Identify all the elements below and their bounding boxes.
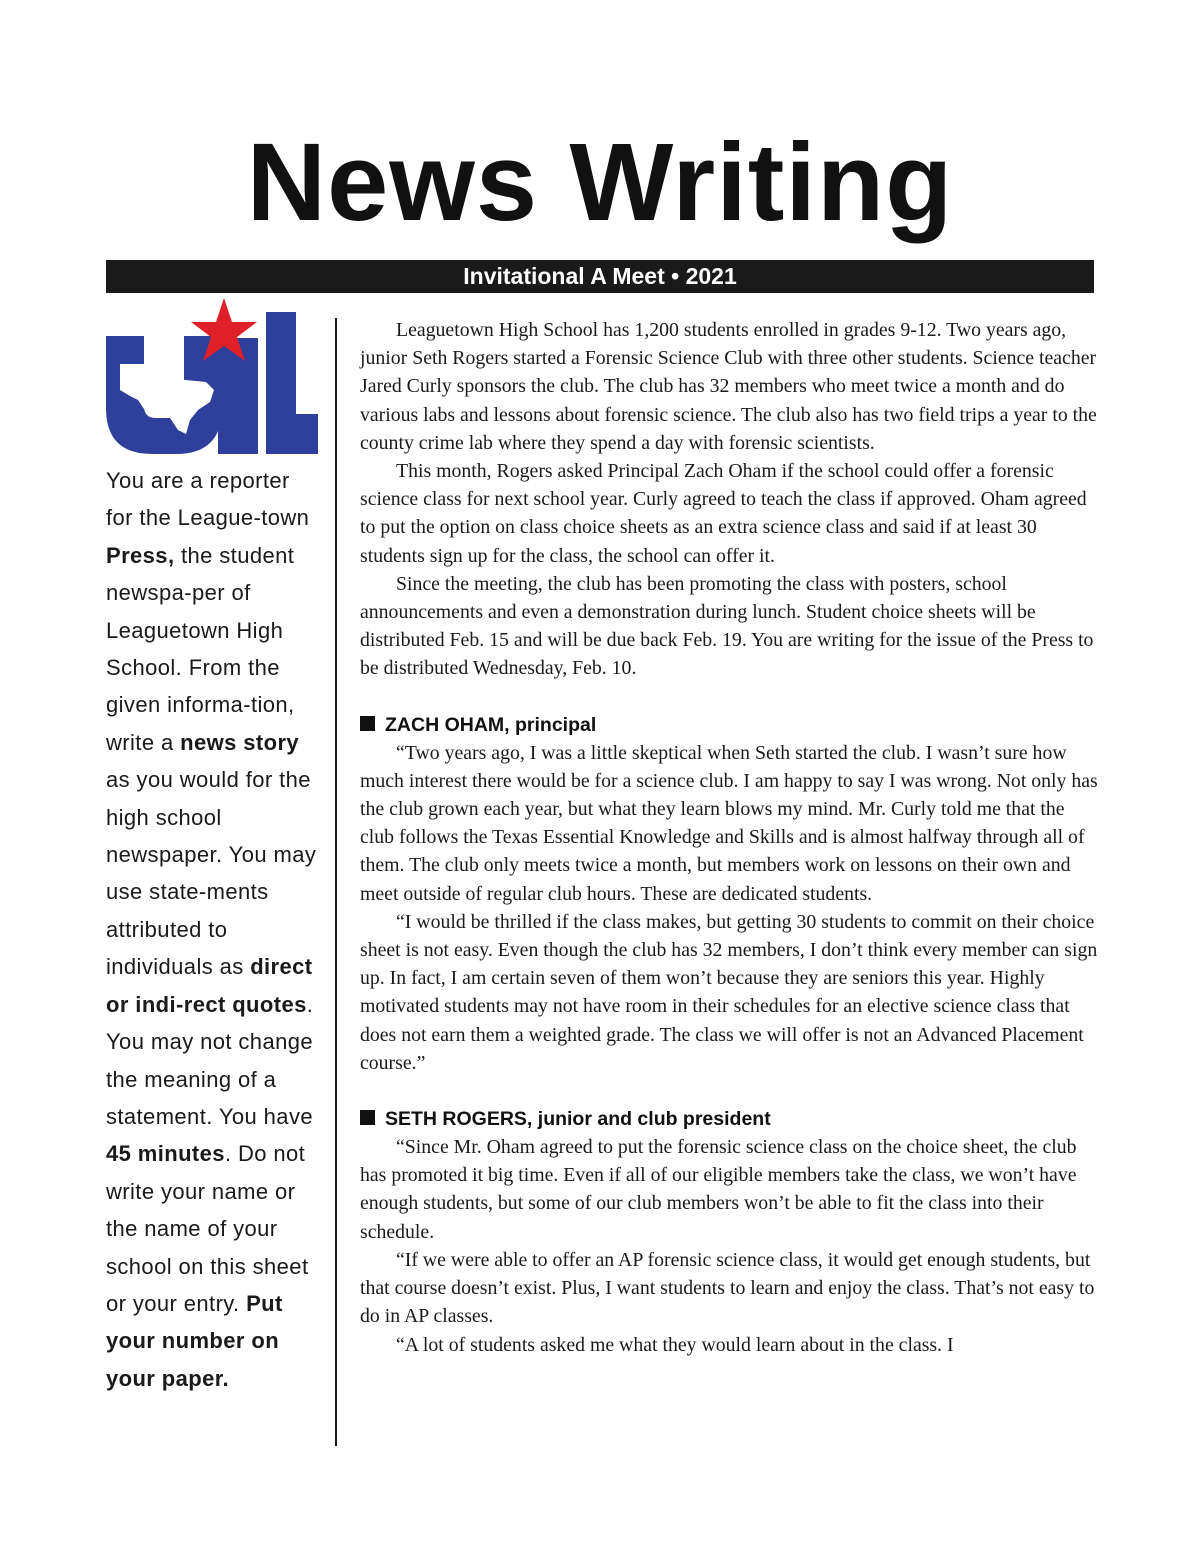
uil-logo bbox=[106, 298, 318, 456]
intro-paragraph: This month, Rogers asked Principal Zach Oham if the school could offer a forensic science class for next school year. Curly agreed to teach the class if approved. Oham agreed to put the option on class choice sheets as an extra science class and said if at least 30 students sign up for the class, the school can offer it. bbox=[360, 460, 1087, 567]
instructions-text: as you would for the high school newspaper. You may use state-ments attributed to individuals as bbox=[106, 767, 317, 980]
instructions-text: You are a reporter for the League-town bbox=[106, 468, 310, 531]
intro-paragraph: Since the meeting, the club has been promoting the class with posters, school announcements and even a demonstration during lunch. Student choice sheets will be distributed Feb. 15 and will be due back Feb. 19. You are writing for the issue of the Press to be distributed Wednesday, Feb. 10. bbox=[360, 572, 1094, 680]
quote-paragraph: “Since Mr. Oham agreed to put the forensic science class on the choice sheet, the club has promoted it big time. Even if all of our eligible members take the class, we won’t have enough students, but some of our club members won’t be able to fit the class into their schedule. bbox=[360, 1136, 1077, 1243]
instructions-sidebar bbox=[106, 462, 321, 1397]
meet-banner: Invitational A Meet • 2021 bbox=[106, 260, 1094, 293]
quote-paragraph: “Two years ago, I was a little skeptical when Seth started the club. I wasn’t sure how much interest there would be for a science club. I am happy to say I was wrong. Not only has the club grown each year, but what they learn blows my mind. Mr. Curly told me that the club follows the Texas Essential Knowledge and Skills and is almost halfway through all of them. The club only meets twice a month, but members work on lessons on their own and meet outside of regular club hours. These are dedicated students. bbox=[360, 741, 1098, 905]
press-name: Press, bbox=[106, 542, 175, 568]
quotes-emphasis: direct or indi-rect quotes bbox=[106, 954, 313, 1017]
main-column bbox=[360, 316, 1100, 1359]
column-divider bbox=[335, 318, 337, 1446]
intro-paragraph: Leaguetown High School has 1,200 students enrolled in grades 9-12. Two years ago, junior Seth Rogers started a Forensic Science Club with three other students. Science teacher Jared Curly sponsors the club. The club has 32 members who meet twice a month and do various labs and lessons about forensic science. The club also has two field trips a year to the county crime lab where they spend a day with forensic scientists. bbox=[360, 319, 1097, 454]
section-heading-rogers bbox=[360, 1105, 1100, 1133]
quote-paragraph: “If we were able to offer an AP forensic science class, it would get enough students, but that course doesn’t exist. Plus, I want students to learn and enjoy the class. That’s not easy to do in AP classes. bbox=[360, 1248, 1095, 1328]
instructions-text: . Do not write your name or the name of your school on this sheet or your entry. bbox=[106, 1141, 309, 1316]
square-bullet-icon bbox=[360, 1110, 375, 1125]
section-heading-oham bbox=[360, 711, 1100, 739]
time-limit-emphasis: 45 minutes bbox=[106, 1141, 225, 1167]
number-instruction: Put your number on your paper. bbox=[106, 1290, 283, 1391]
quote-paragraph: “I would be thrilled if the class makes, but getting 30 students to commit on their choice sheet is not easy. Even though the club has 32 members, I don’t think every member can sign up. In fact, I am certain seven of them won’t because they are seniors this year. Highly motivated students may not have room in their schedules for an elective science class that does not earn them a weighted grade. The class we will offer is not an Advanced Placement course.” bbox=[360, 910, 1098, 1074]
section-heading-text: SETH ROGERS, junior and club president bbox=[385, 1108, 771, 1131]
page-title: News Writing bbox=[246, 121, 954, 244]
section-heading-text: ZACH OHAM, principal bbox=[385, 713, 597, 736]
instructions-text: the student newspa-per of Leaguetown High School. From the given informa-tion, write a bbox=[106, 542, 295, 755]
instructions-text: . You may not change the meaning of a statement. You have bbox=[106, 991, 314, 1129]
square-bullet-icon bbox=[360, 716, 375, 731]
news-story-emphasis: news story bbox=[180, 729, 300, 755]
quote-paragraph: “A lot of students asked me what they would learn about in the class. I bbox=[396, 1333, 954, 1356]
